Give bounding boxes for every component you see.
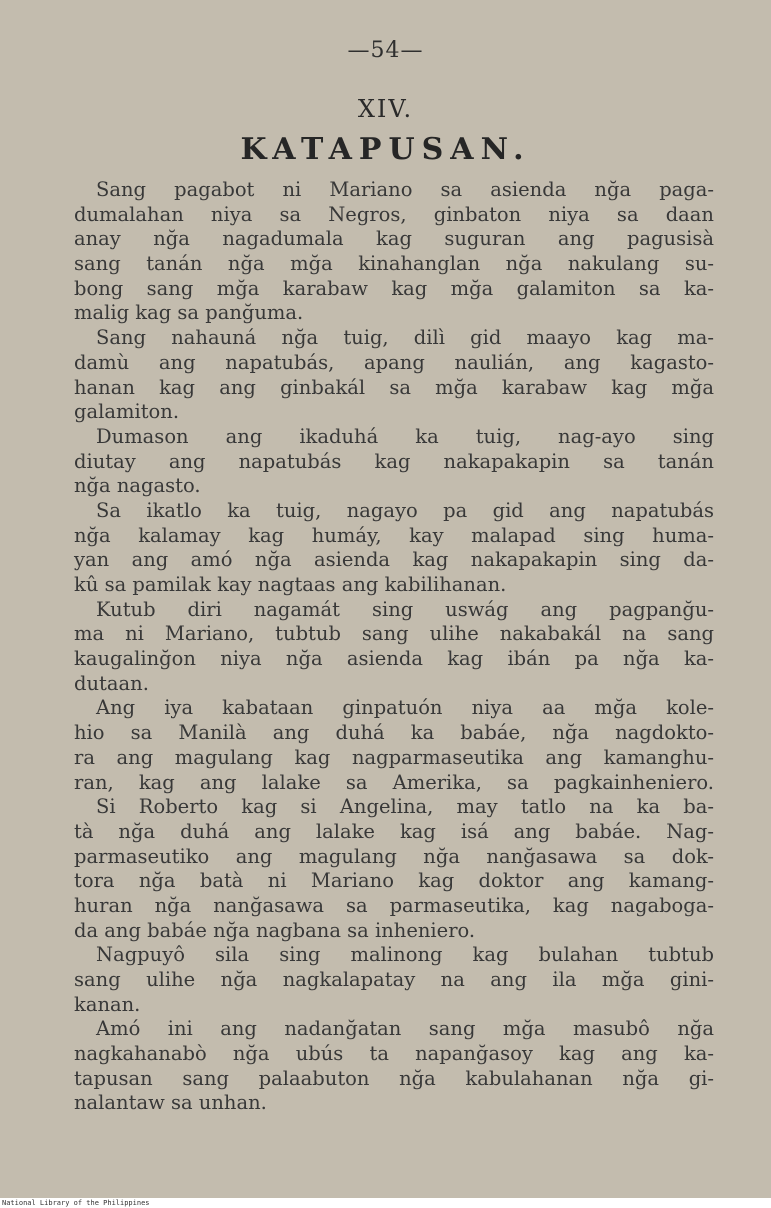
text-line: nagkahanabò nğa ubús ta napanğasoy kag ang ka- <box>74 1042 714 1066</box>
text-line: tà nğa duhá ang lalake kag isá ang babáe. Nag- <box>74 819 714 843</box>
text-line: Sa ikatlo ka tuig, nagayo pa gid ang napatubás <box>96 498 714 522</box>
text-line: da ang babáe nğa nagbana sa inheniero. <box>74 918 476 942</box>
text-line: damù ang napatubás, apang naulián, ang kagasto- <box>74 350 714 374</box>
text-line: anay nğa nagadumala kag suguran ang pagusisà <box>74 227 714 251</box>
text-line: galamiton. <box>74 400 180 424</box>
text-line: Sang pagabot ni Mariano sa asienda nğa paga- <box>96 178 714 201</box>
text-line: tapusan sang palaabuton nğa kabulahanan nğa gi- <box>74 1066 714 1090</box>
text-line: Kutub diri nagamát sing uswág ang pagpanğu- <box>96 597 714 621</box>
text-line: nğa nagasto. <box>74 474 201 498</box>
text-line: kaugalinğon niya nğa asienda kag ibán pa nğa ka- <box>74 647 714 671</box>
chapter-title: KATAPUSAN. <box>240 132 531 167</box>
text-line: ran, kag ang lalake sa Amerika, sa pagkainheniero. <box>74 770 714 794</box>
text-line: parmaseutiko ang magulang nğa nanğasawa sa dok- <box>74 844 714 868</box>
text-line: Dumason ang ikaduhá ka tuig, nag-ayo sing <box>96 424 714 448</box>
text-line: tora nğa batà ni Mariano kag doktor ang kamang- <box>74 869 714 893</box>
page-number: —54— <box>347 38 424 63</box>
text-line: sang tanán nğa mğa kinahanglan nğa nakulang su- <box>74 252 714 276</box>
text-line: nalantaw sa unhan. <box>74 1091 267 1115</box>
text-line: nğa kalamay kag humáy, kay malapad sing huma- <box>74 523 714 547</box>
text-line: Ang iya kabataan ginpatuón niya aa mğa kole- <box>96 696 714 720</box>
text-line: dumalahan niya sa Negros, ginbaton niya sa daan <box>74 202 714 226</box>
text-line: malig kag sa panğuma. <box>74 301 304 325</box>
text-line: huran nğa nanğasawa sa parmaseutika, kag nagaboga- <box>74 893 714 917</box>
text-line: hio sa Manilà ang duhá ka babáe, nğa nagdokto- <box>74 721 714 745</box>
chapter-number: XIV. <box>357 95 414 123</box>
text-line: dutaan. <box>74 671 149 695</box>
text-line: yan ang amó nğa asienda kag nakapakapin sing da- <box>74 548 714 572</box>
text-line: kanan. <box>74 992 141 1016</box>
text-line: ra ang magulang kag nagparmaseutika ang kamanghu- <box>74 745 714 769</box>
text-line: kû sa pamilak kay nagtaas ang kabilihanan. <box>74 573 507 596</box>
text-line: sang ulihe nğa nagkalapatay na ang ila mğa gini- <box>74 968 714 991</box>
text-line: Si Roberto kag si Angelina, may tatlo na ka ba- <box>96 795 714 819</box>
footer-credit: National Library of the Philippines <box>2 1199 150 1207</box>
text-line: hanan kag ang ginbakál sa mğa karabaw kag mğa <box>74 375 714 399</box>
text-line: Nagpuyô sila sing malinong kag bulahan tubtub <box>96 943 714 967</box>
text-line: bong sang mğa karabaw kag mğa galamiton sa ka- <box>74 276 714 300</box>
text-line: diutay ang napatubás kag nakapakapin sa tanán <box>74 449 714 473</box>
text-line: Amó ini ang nadanğatan sang mğa masubô nğa <box>96 1017 714 1041</box>
text-line: ma ni Mariano, tubtub sang ulihe nakabakál na sang <box>74 622 714 646</box>
text-line: Sang nahauná nğa tuig, dilì gid maayo kag ma- <box>96 326 714 350</box>
body-text <box>74 178 714 1116</box>
